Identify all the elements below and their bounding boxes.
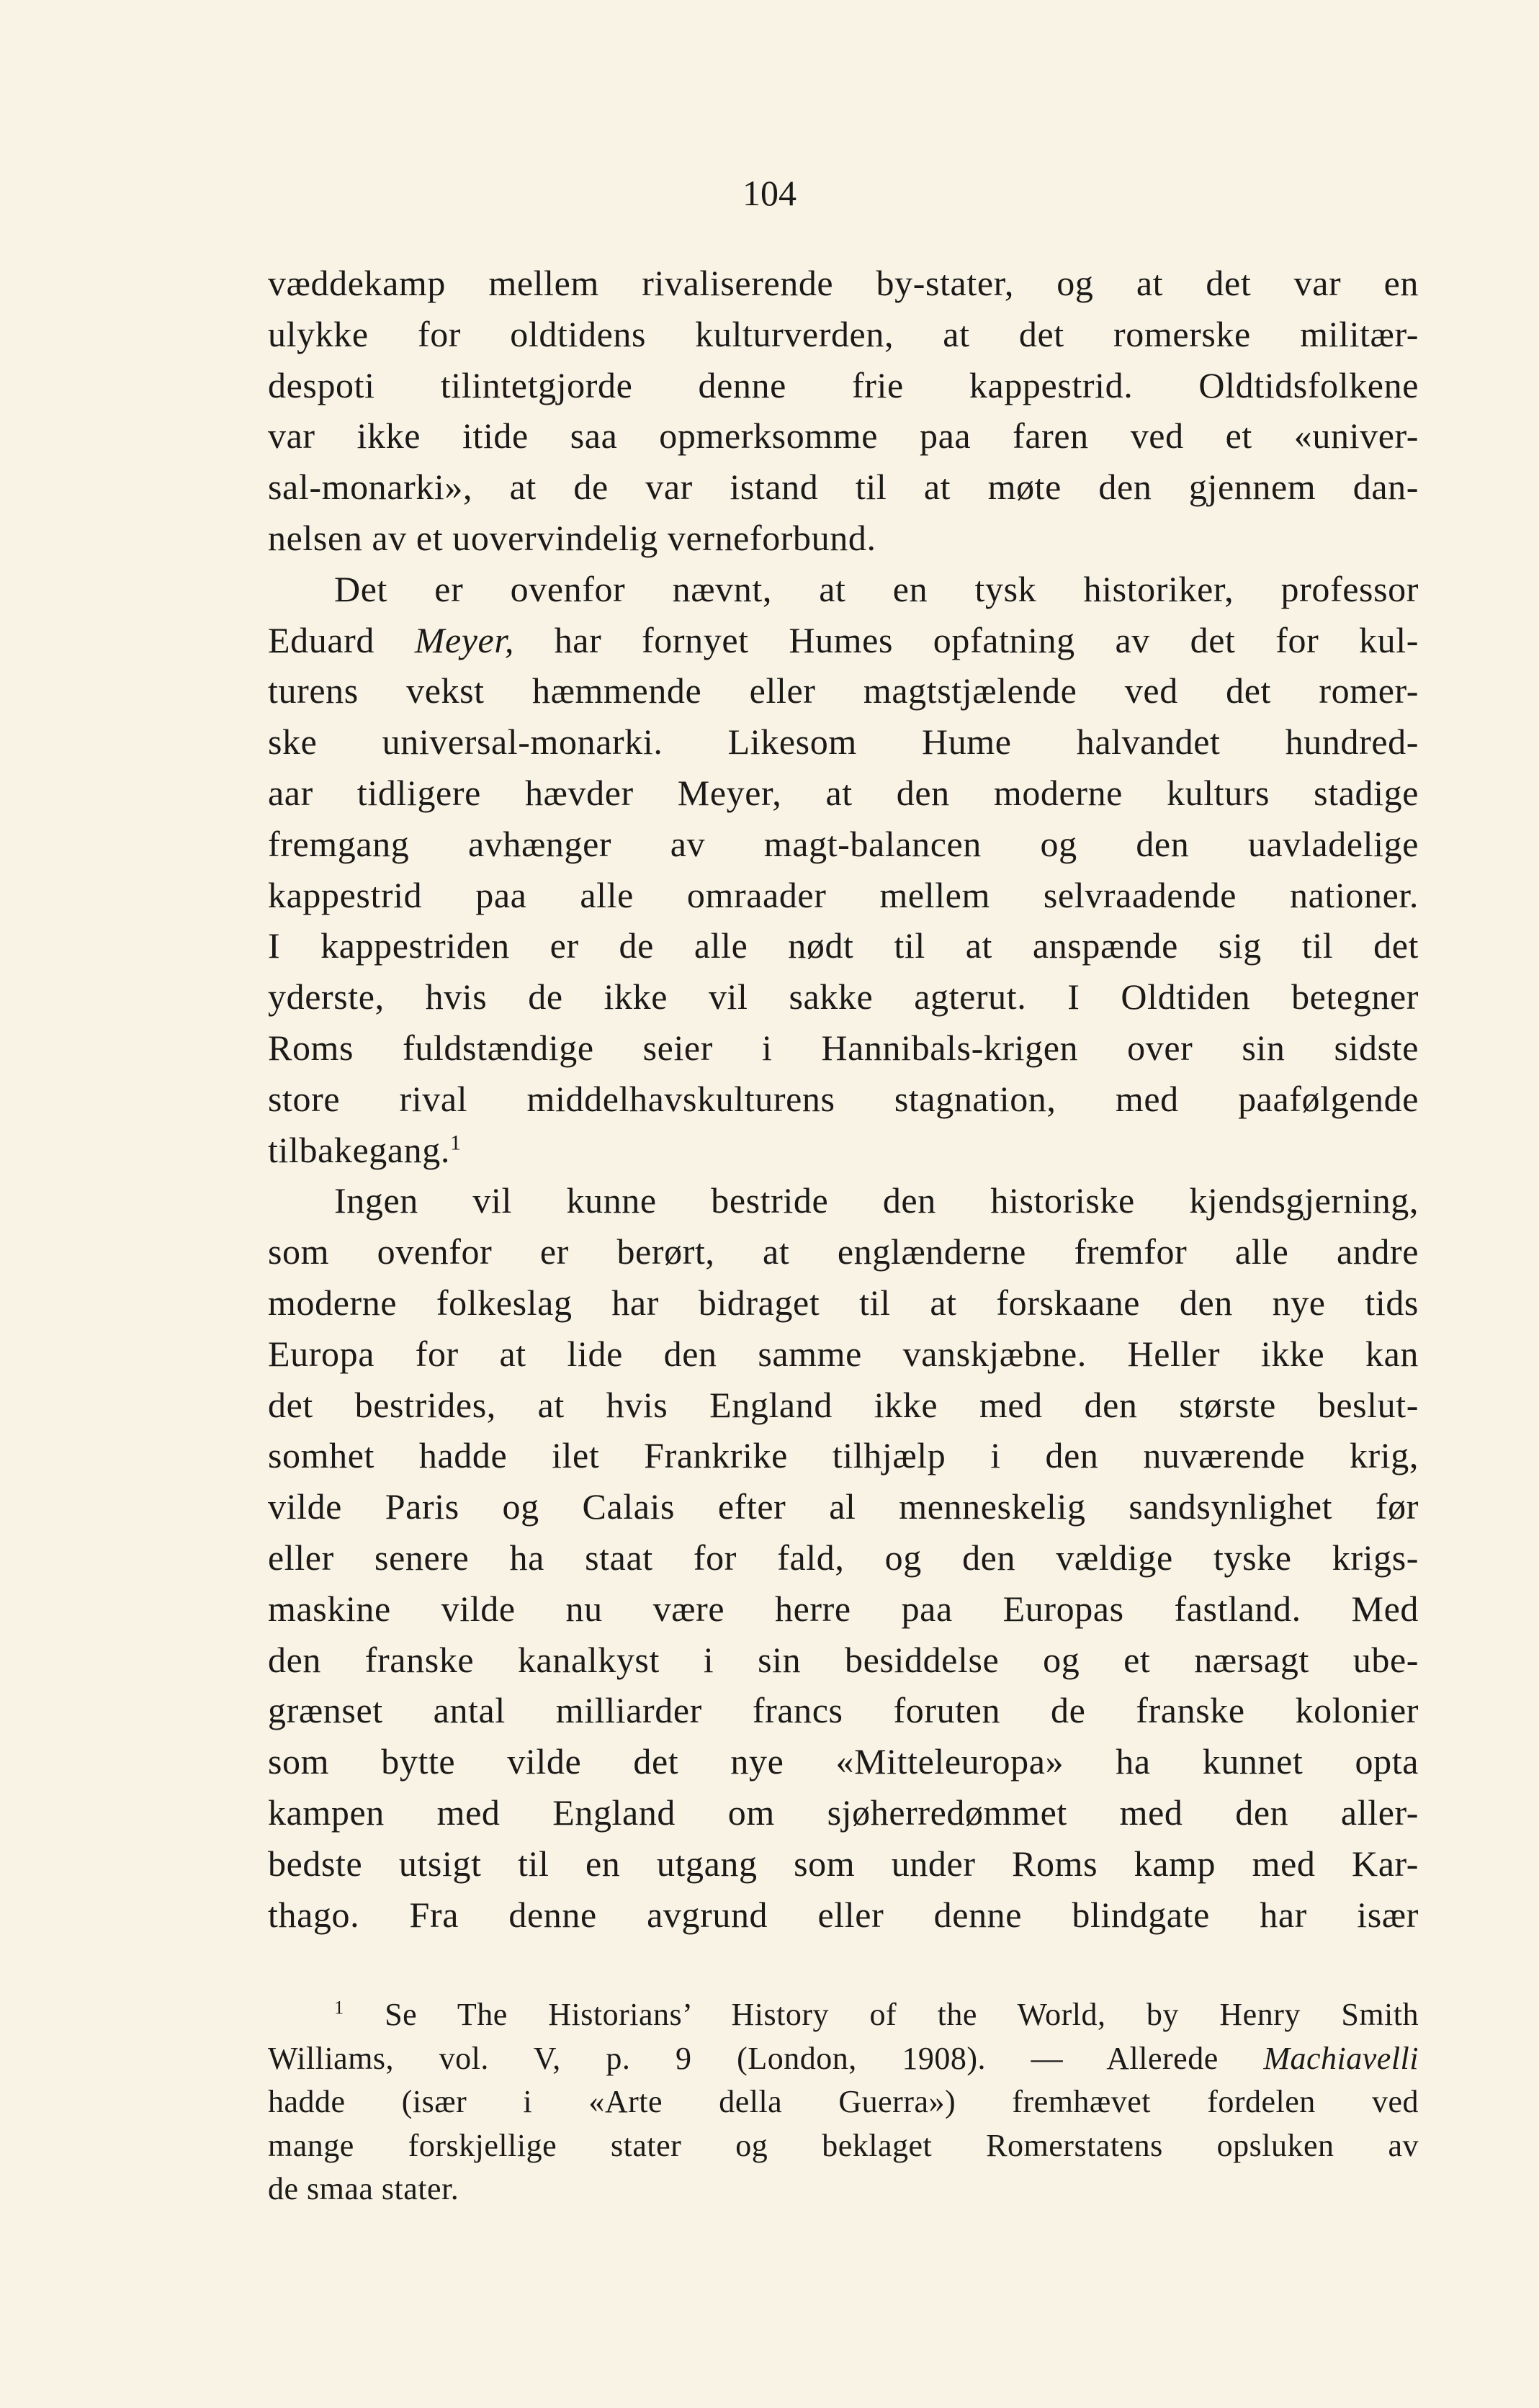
- text-line: bedste utsigt til en utgang som under Roms kamp med Kar-: [268, 1843, 1419, 1884]
- text-line: som ovenfor er berørt, at englænderne fremfor alle andre: [268, 1231, 1419, 1272]
- text-line: som bytte vilde det nye «Mitteleuropa» ha kunnet opta: [268, 1741, 1419, 1782]
- text-line: maskine vilde nu være herre paa Europas fastland. Med: [268, 1588, 1419, 1629]
- text-line: væddekamp mellem rivaliserende by-stater, og at det var en: [268, 263, 1419, 303]
- text-line: Det er ovenfor nævnt, at en tysk historiker, professor: [334, 568, 1419, 609]
- text-line: den franske kanalkyst i sin besiddelse og et nærsagt ube-: [268, 1639, 1419, 1680]
- text-line: grænset antal milliarder francs foruten de franske kolonier: [268, 1690, 1419, 1731]
- footnote-italic-name: Machiavelli: [1263, 2040, 1419, 2076]
- meyer-prefix: Eduard: [268, 619, 415, 660]
- text-line: somhet hadde ilet Frankrike tilhjælp i den nuværende krig,: [268, 1435, 1419, 1476]
- text-line: ske universal-monarki. Likesom Hume halvandet hundred-: [268, 722, 1419, 763]
- footnote-line: hadde (især i «Arte della Guerra») fremhævet fordelen ved: [268, 2084, 1419, 2119]
- text-line: kappestrid paa alle omraader mellem selvraadende nationer.: [268, 874, 1419, 915]
- text-line: kampen med England om sjøherredømmet med den aller-: [268, 1792, 1419, 1833]
- footnote-reference: 1: [449, 1130, 462, 1154]
- text-line: eller senere ha staat for fald, og den vældige tyske krigs-: [268, 1537, 1419, 1578]
- text-line: ulykke for oldtidens kulturverden, at det romerske militær-: [268, 313, 1419, 354]
- text-line: nelsen av et uovervindelig verneforbund.: [268, 517, 876, 558]
- text-line: var ikke itide saa opmerksomme paa faren ved et «univer-: [268, 415, 1419, 457]
- text-line: vilde Paris og Calais efter al menneskelig sandsynlighet før: [268, 1486, 1419, 1527]
- text-line: despoti tilintetgjorde denne frie kappestrid. Oldtidsfolkene: [268, 364, 1419, 405]
- text-line: Ingen vil kunne bestride den historiske kjendsgjerning,: [334, 1180, 1419, 1221]
- text-line: yderste, hvis de ikke vil sakke agterut. I Oldtiden betegner: [268, 976, 1419, 1017]
- footnote-text: Se The Historians’ History of the World, by Henry Smith: [385, 1997, 1419, 2032]
- footnotes: [268, 1993, 1419, 2211]
- meyer-name: Meyer,: [414, 619, 514, 660]
- text-line-content: tilbakegang.: [268, 1129, 450, 1170]
- footnote-line: [268, 1993, 1419, 2037]
- page-number: 104: [742, 173, 797, 213]
- text-line-meyer: [268, 615, 1419, 666]
- footnote-line: mange forskjellige stater og beklaget Romerstatens opsluken av: [268, 2127, 1419, 2163]
- footnote-line: de smaa stater.: [268, 2171, 459, 2206]
- text-line-footnote-ref: [268, 1125, 1419, 1176]
- text-line: I kappestriden er de alle nødt til at anspænde sig til det: [268, 925, 1419, 966]
- text-line: thago. Fra denne avgrund eller denne blindgate har især: [268, 1894, 1419, 1935]
- footnote-marker: 1: [334, 1996, 344, 2018]
- text-line: store rival middelhavskulturens stagnation, med paafølgende: [268, 1078, 1419, 1119]
- text-line: Roms fuldstændige seier i Hannibals-krigen over sin sidste: [268, 1027, 1419, 1068]
- text-line: Europa for at lide den samme vanskjæbne. Heller ikke kan: [268, 1333, 1419, 1374]
- text-line: det bestrides, at hvis England ikke med den største beslut-: [268, 1384, 1419, 1425]
- footnote-text: Williams, vol. V, p. 9 (London, 1908). — Allerede: [268, 2040, 1264, 2076]
- text-line: aar tidligere hævder Meyer, at den moderne kulturs stadige: [268, 772, 1419, 813]
- footnote-line: [268, 2037, 1419, 2081]
- meyer-suffix: har fornyet Humes opfatning av det for kul-: [513, 619, 1419, 660]
- text-line: moderne folkeslag har bidraget til at forskaane den nye tids: [268, 1282, 1419, 1323]
- text-line: sal-monarki», at de var istand til at møte den gjennem dan-: [268, 467, 1419, 508]
- text-line: fremgang avhænger av magt-balancen og den uavladelige: [268, 823, 1419, 864]
- body-text: [268, 258, 1419, 1940]
- text-line: turens vekst hæmmende eller magtstjælende ved det romer-: [268, 670, 1419, 711]
